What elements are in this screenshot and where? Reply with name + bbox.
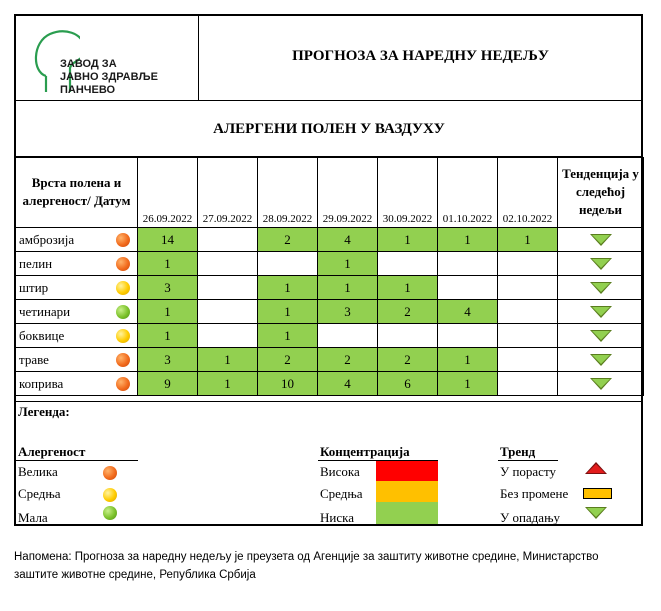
legend-trend-item: У опадању — [500, 510, 560, 525]
institute-logo — [30, 28, 190, 98]
trend-down-icon — [585, 507, 607, 519]
value-cell — [198, 252, 258, 276]
value-cell: 1 — [258, 300, 318, 324]
pollen-table — [15, 157, 644, 396]
value-cell: 4 — [318, 372, 378, 396]
table-row — [16, 324, 644, 348]
allergenicity-low-icon — [103, 506, 117, 520]
legend-allergenicity-heading: Алергеност — [18, 444, 86, 459]
species-cell — [16, 252, 138, 276]
species-name: амброзија — [19, 231, 75, 247]
species-cell — [16, 276, 138, 300]
value-cell: 10 — [258, 372, 318, 396]
trend-down-icon — [590, 282, 612, 294]
species-cell — [16, 372, 138, 396]
table-row — [16, 300, 644, 324]
value-cell — [438, 252, 498, 276]
value-cell — [498, 324, 558, 348]
logo-line-2: ЈАВНО ЗДРАВЉЕ — [60, 71, 158, 83]
trend-up-icon — [585, 462, 607, 474]
legend-concentration-item: Средња — [320, 486, 363, 501]
trend-column-header: Тенденција у следећој недељи — [558, 158, 644, 228]
species-name: коприва — [19, 375, 64, 391]
value-cell: 2 — [378, 300, 438, 324]
logo-line-1: ЗАВОД ЗА — [60, 58, 117, 70]
trend-cell — [558, 300, 644, 324]
value-cell: 1 — [198, 372, 258, 396]
table-row — [16, 372, 644, 396]
legend-trend-item: Без промене — [500, 486, 569, 501]
value-cell: 2 — [258, 348, 318, 372]
value-cell — [378, 324, 438, 348]
value-cell: 6 — [378, 372, 438, 396]
value-cell — [318, 324, 378, 348]
trend-cell — [558, 324, 644, 348]
species-name: четинари — [19, 303, 71, 319]
species-column-header: Врста полена и алергеност/ Датум — [16, 158, 138, 228]
value-cell — [378, 252, 438, 276]
species-cell — [16, 324, 138, 348]
value-cell: 4 — [438, 300, 498, 324]
trend-down-icon — [590, 258, 612, 270]
table-bottom-line — [15, 401, 643, 402]
trend-cell — [558, 348, 644, 372]
allergenicity-big-icon — [116, 377, 130, 391]
value-cell — [198, 228, 258, 252]
table-row — [16, 252, 644, 276]
trend-down-icon — [590, 234, 612, 246]
table-row — [16, 228, 644, 252]
value-cell — [198, 300, 258, 324]
species-name: траве — [19, 351, 49, 367]
value-cell: 4 — [318, 228, 378, 252]
trend-cell — [558, 372, 644, 396]
date-header: 01.10.2022 — [438, 158, 498, 228]
value-cell: 1 — [438, 372, 498, 396]
legend-allergenicity-item: Велика — [18, 464, 58, 479]
allergenicity-mid-icon — [116, 281, 130, 295]
legend-allergenicity-item: Средња — [18, 486, 61, 501]
value-cell — [198, 324, 258, 348]
date-header: 28.09.2022 — [258, 158, 318, 228]
date-header: 27.09.2022 — [198, 158, 258, 228]
date-header: 29.09.2022 — [318, 158, 378, 228]
species-cell — [16, 300, 138, 324]
species-cell — [16, 348, 138, 372]
species-name: боквице — [19, 327, 65, 343]
date-header: 30.09.2022 — [378, 158, 438, 228]
value-cell: 1 — [318, 252, 378, 276]
value-cell: 1 — [138, 252, 198, 276]
value-cell: 1 — [498, 228, 558, 252]
value-cell: 1 — [378, 276, 438, 300]
allergenicity-mid-icon — [116, 329, 130, 343]
value-cell — [498, 300, 558, 324]
trend-stable-icon — [583, 488, 612, 499]
allergenicity-big-icon — [116, 257, 130, 271]
value-cell: 3 — [318, 300, 378, 324]
date-header: 26.09.2022 — [138, 158, 198, 228]
value-cell — [498, 348, 558, 372]
legend-concentration-item: Ниска — [320, 510, 355, 525]
date-header: 02.10.2022 — [498, 158, 558, 228]
legend-allergenicity-item: Мала — [18, 510, 48, 525]
value-cell: 1 — [138, 324, 198, 348]
concentration-high-swatch — [376, 461, 438, 481]
trend-down-icon — [590, 306, 612, 318]
species-cell — [16, 228, 138, 252]
value-cell: 1 — [138, 300, 198, 324]
value-cell — [198, 276, 258, 300]
trend-down-icon — [590, 378, 612, 390]
value-cell: 9 — [138, 372, 198, 396]
value-cell — [258, 252, 318, 276]
value-cell: 14 — [138, 228, 198, 252]
logo-line-3: ПАНЧЕВО — [60, 84, 116, 96]
legend-concentration-item: Висока — [320, 464, 360, 479]
value-cell: 2 — [258, 228, 318, 252]
value-cell: 1 — [378, 228, 438, 252]
value-cell: 2 — [318, 348, 378, 372]
species-name: штир — [19, 279, 49, 295]
value-cell — [498, 372, 558, 396]
allergenicity-high-icon — [103, 466, 117, 480]
value-cell: 1 — [438, 348, 498, 372]
section-title: АЛЕРГЕНИ ПОЛЕН У ВАЗДУХУ — [213, 121, 445, 137]
table-header-row — [16, 158, 644, 228]
value-cell — [498, 252, 558, 276]
header-bottom-line — [15, 100, 643, 101]
table-row — [16, 348, 644, 372]
allergenicity-medium-icon — [103, 488, 117, 502]
value-cell: 1 — [438, 228, 498, 252]
trend-down-icon — [590, 354, 612, 366]
legend-title: Легенда: — [18, 404, 70, 419]
concentration-low-swatch — [376, 502, 438, 524]
legend-trend-item: У порасту — [500, 464, 556, 479]
legend-allergenicity-underline — [15, 460, 138, 461]
value-cell: 1 — [258, 324, 318, 348]
value-cell: 3 — [138, 348, 198, 372]
trend-down-icon — [590, 330, 612, 342]
value-cell: 1 — [198, 348, 258, 372]
value-cell: 3 — [138, 276, 198, 300]
trend-cell — [558, 276, 644, 300]
value-cell: 2 — [378, 348, 438, 372]
value-cell — [498, 276, 558, 300]
species-name: пелин — [19, 255, 53, 271]
value-cell: 1 — [258, 276, 318, 300]
concentration-medium-swatch — [376, 481, 438, 502]
legend-trend-underline — [498, 460, 558, 461]
trend-cell — [558, 228, 644, 252]
allergenicity-big-icon — [116, 353, 130, 367]
trend-cell — [558, 252, 644, 276]
table-row — [16, 276, 644, 300]
value-cell — [438, 324, 498, 348]
allergenicity-big-icon — [116, 233, 130, 247]
value-cell — [438, 276, 498, 300]
legend-concentration-heading: Концентрација — [320, 444, 410, 459]
value-cell: 1 — [318, 276, 378, 300]
page-title: ПРОГНОЗА ЗА НАРЕДНУ НЕДЕЉУ — [292, 48, 549, 64]
legend-trend-heading: Тренд — [500, 444, 536, 459]
footnote: Напомена: Прогноза за наредну недељу је преузета од Агенције за заштиту животне средине, Министарство заштите животне средине, Република Србија — [14, 551, 599, 581]
allergenicity-small-icon — [116, 305, 130, 319]
